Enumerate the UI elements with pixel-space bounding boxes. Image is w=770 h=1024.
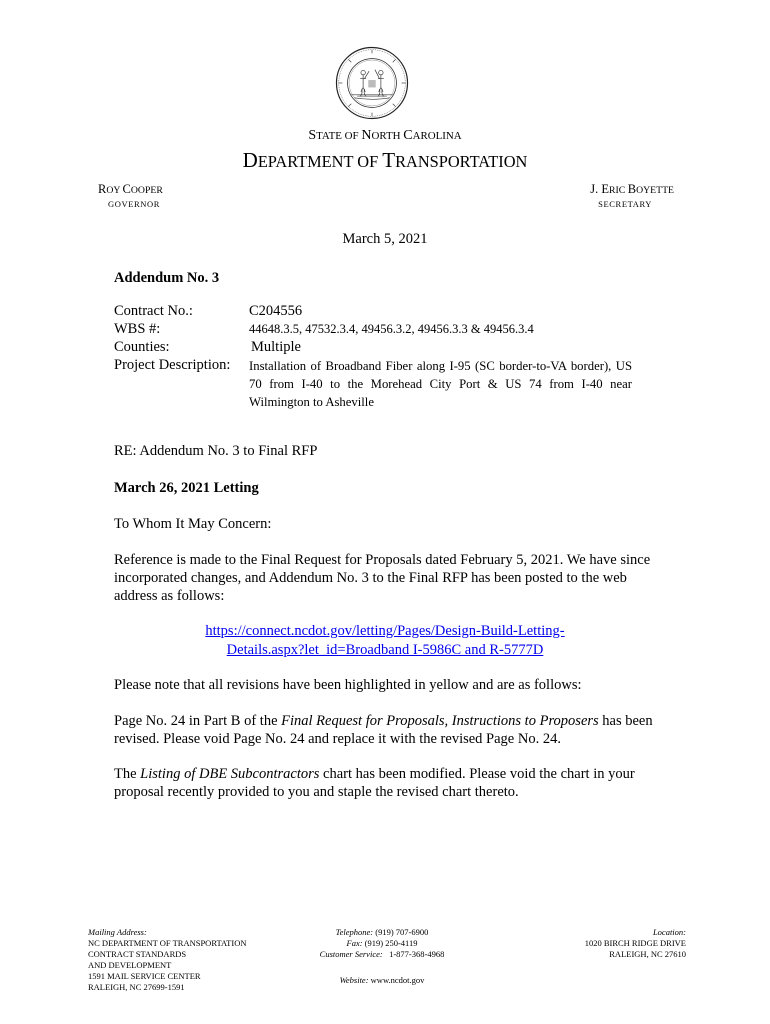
footer-contact: Telephone: (919) 707-6900 Fax: (919) 250-4119 Customer Service: 1-877-368-4968 Website: www.ncdot.gov <box>319 927 445 985</box>
footer-mailing-address: Mailing Address: NC DEPARTMENT OF TRANSPORTATION CONTRACT STANDARDS AND DEVELOPMENT 1591 MAIL SERVICE CENTER RALEIGH, NC 27699-1591 <box>88 927 247 992</box>
department-heading: DEPARTMENT OF TRANSPORTATION <box>242 148 528 172</box>
state-seal-icon <box>335 46 409 120</box>
letter-date: March 5, 2021 <box>342 231 428 247</box>
wbs-label: WBS #: <box>114 321 161 337</box>
salutation: To Whom It May Concern: <box>114 516 272 532</box>
description-label: Project Description: <box>114 357 231 373</box>
paragraph-revisions-note: Please note that all revisions have been highlighted in yellow and are as follows: <box>114 677 582 693</box>
rfp-link[interactable] <box>0 622 770 660</box>
contract-value: C204556 <box>249 303 303 319</box>
secretary-title: SECRETARY <box>598 199 652 209</box>
paragraph-dbe-chart: The Listing of DBE Subcontractors chart has been modified. Please void the chart in your proposal recently provided to you and staple the revised chart thereto. <box>114 766 635 800</box>
governor-name: ROY COOPER <box>98 182 163 196</box>
rfp-link-line-1[interactable]: https://connect.ncdot.gov/letting/Pages/Design-Build-Letting- <box>205 623 565 639</box>
counties-value: Multiple <box>251 339 301 355</box>
footer-website: www.ncdot.gov <box>370 975 425 985</box>
paragraph-page-24: Page No. 24 in Part B of the Final Request for Proposals, Instructions to Proposers has been revised. Please void Page No. 24 and replace it with the revised Page No. 24. <box>114 713 653 747</box>
paragraph-reference: Reference is made to the Final Request for Proposals dated February 5, 2021. We have since incorporated changes, and Addendum No. 3 to the Final RFP has been posted to the web address as follows: <box>114 552 651 604</box>
wbs-value: 44648.3.5, 47532.3.4, 49456.3.2, 49456.3.3 & 49456.3.4 <box>249 322 534 336</box>
description-value: Installation of Broadband Fiber along I-95 (SC border-to-VA border), US 70 from I-40 to the Morehead City Port & US 74 from I-40 near Wilmington to Asheville <box>249 359 632 409</box>
secretary-name: J. ERIC BOYETTE <box>590 182 674 196</box>
governor-title: GOVERNOR <box>108 199 161 209</box>
state-heading: STATE OF NORTH CAROLINA <box>308 128 462 143</box>
addendum-heading: Addendum No. 3 <box>114 270 220 286</box>
counties-label: Counties: <box>114 339 170 355</box>
letting-heading: March 26, 2021 Letting <box>114 480 259 496</box>
re-line: RE: Addendum No. 3 to Final RFP <box>114 443 318 459</box>
footer-location: Location: 1020 BIRCH RIDGE DRIVE RALEIGH, NC 27610 <box>584 927 686 959</box>
rfp-link-line-2[interactable]: Details.aspx?let_id=Broadband I-5986C and R-5777D <box>226 642 544 658</box>
contract-label: Contract No.: <box>114 303 193 319</box>
